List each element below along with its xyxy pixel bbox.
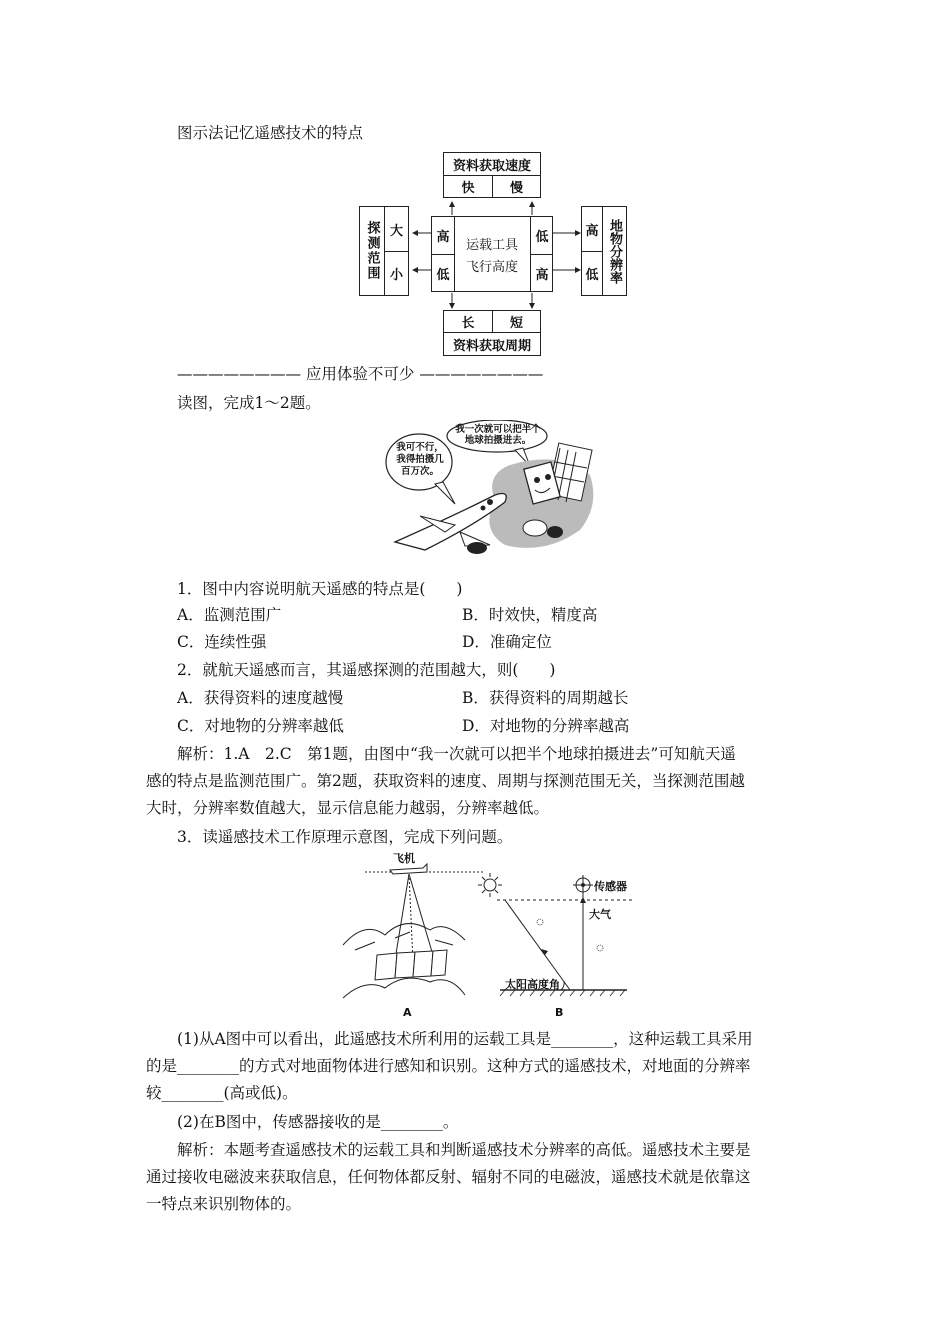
bottom-box-title: 资料获取周期 (452, 338, 531, 354)
q2-stem: 2．就航天遥感而言，其遥感探测的范围越大，则( ) (177, 661, 556, 679)
q3-stem: 3．读遥感技术工作原理示意图，完成下列问题。 (177, 828, 513, 846)
analysis2-line3: 一特点来识别物体的。 (146, 1195, 302, 1213)
center-line-vehicle: 运载工具 (465, 237, 518, 253)
analysis1-line2: 感的特点是监测范围广。第2题，获取资料的速度、周期与探测范围无关，当探测范围越 (146, 772, 745, 790)
label-figure-a: A (403, 1006, 412, 1019)
left-box-range (359, 206, 409, 296)
top-box-speed (443, 152, 541, 198)
q3-part1-line2: 的是________的方式对地面物体进行感知和识别。这种方式的遥感技术，对地面的分辨率 (146, 1057, 751, 1075)
figure-a-b-drawing (335, 850, 635, 1020)
section-heading: 图示法记忆遥感技术的特点 (177, 124, 364, 142)
q2-option-a: A．获得资料的速度越慢 (177, 689, 344, 707)
label-sensor: 传感器 (594, 880, 627, 893)
q1-option-c: C．连续性强 (177, 633, 267, 651)
q1-option-a: A．监测范围广 (177, 606, 282, 624)
top-box-title: 资料获取速度 (444, 153, 540, 176)
bottom-box-long: 长 (444, 311, 493, 333)
center-right-low: 低 (530, 217, 553, 255)
analysis2-line2: 通过接收电磁波来获取信息，任何物体都反射、辐射不同的电磁波，遥感技术就是依靠这 (146, 1168, 751, 1186)
label-figure-b: B (555, 1006, 564, 1019)
left-box-title: 探测范围 (360, 207, 385, 295)
q3-part1-line1: (1)从A图中可以看出，此遥感技术所利用的运载工具是________，这种运载工具采用 (177, 1030, 753, 1048)
q2-option-b: B．获得资料的周期越长 (462, 689, 629, 707)
right-box-title: 地物分辨率 (607, 218, 622, 284)
center-line-height: 飞行高度 (465, 259, 518, 275)
analysis1-line1: 解析：1.A 2.C 第1题，由图中“我一次就可以把半个地球拍摄进去”可知航天遥 (177, 745, 736, 763)
q1-option-d: D．准确定位 (462, 633, 552, 651)
center-left-low: 低 (432, 255, 455, 291)
center-box-altitude (431, 216, 553, 292)
satellite-speech-bubble: 我一次就可以把半个地球拍摄进去。 (455, 424, 541, 446)
left-box-large: 大 (385, 207, 408, 252)
remote-sensing-mnemonic-diagram (355, 150, 630, 360)
bottom-box-period (443, 310, 541, 356)
right-box-high: 高 (582, 207, 603, 252)
right-box-resolution (581, 206, 627, 296)
bottom-box-short: 短 (493, 311, 540, 333)
q3-part2: (2)在B图中，传感器接收的是________。 (177, 1113, 459, 1131)
cartoon-plane-satellite (385, 420, 600, 560)
analysis1-line3: 大时，分辨率数值越大，显示信息能力越弱，分辨率越低。 (146, 799, 550, 817)
section-divider: ———————— 应用体验不可少 ———————— (177, 365, 544, 383)
center-left-high: 高 (432, 217, 455, 255)
top-box-slow: 慢 (509, 181, 523, 196)
analysis2-line1: 解析：本题考查遥感技术的运载工具和判断遥感技术分辨率的高低。遥感技术主要是 (177, 1141, 751, 1159)
q2-option-d: D．对地物的分辨率越高 (462, 717, 630, 735)
right-box-low: 低 (582, 252, 603, 295)
q1-option-b: B．时效快，精度高 (462, 606, 598, 624)
remote-sensing-principle-figure (335, 850, 635, 1020)
q3-part1-line3: 较________(高或低)。 (146, 1084, 298, 1102)
label-atmosphere: 大气 (589, 908, 611, 921)
intro-text: 读图，完成1～2题。 (177, 394, 321, 412)
left-box-small: 小 (389, 268, 403, 283)
q1-stem: 1．图中内容说明航天遥感的特点是( ) (177, 580, 463, 598)
center-right-high: 高 (530, 255, 553, 291)
top-box-fast: 快 (444, 176, 493, 197)
label-sun-angle: 太阳高度角 (505, 978, 560, 991)
label-plane: 飞机 (393, 852, 415, 865)
q2-option-c: C．对地物的分辨率越低 (177, 717, 344, 735)
plane-speech-bubble: 我可不行，我得拍摄几百万次。 (396, 442, 444, 477)
